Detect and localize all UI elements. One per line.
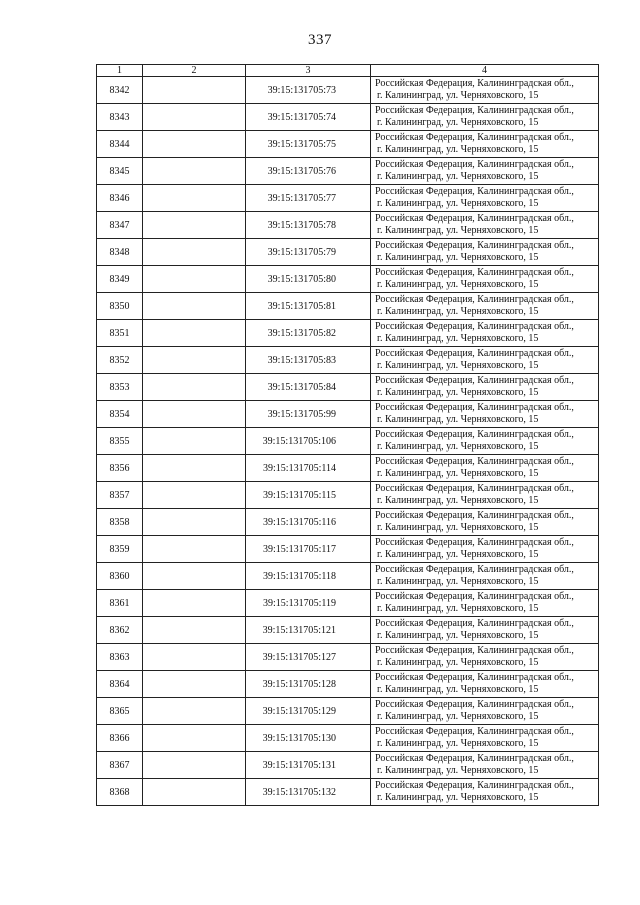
address-line-1: Российская Федерация, Калининградская обл.,: [375, 213, 574, 224]
address-line-1: Российская Федерация, Калининградская обл.,: [375, 78, 574, 89]
row-number: 8368: [97, 779, 143, 806]
address-line-2: г. Калининград, ул. Черняховского, 15: [377, 198, 539, 209]
address-cell: [371, 374, 599, 401]
row-number: 8353: [97, 374, 143, 401]
row-number: 8357: [97, 482, 143, 509]
table-row: [97, 293, 599, 320]
row-column-2: [143, 104, 246, 131]
row-number: 8364: [97, 671, 143, 698]
address-line-1: Российская Федерация, Калининградская обл.,: [375, 186, 574, 197]
row-number: 8367: [97, 752, 143, 779]
table-row: [97, 590, 599, 617]
table-row: [97, 320, 599, 347]
address-line-2: г. Калининград, ул. Черняховского, 15: [377, 144, 539, 155]
address-line-1: Российская Федерация, Калининградская обл.,: [375, 591, 574, 602]
table-row: [97, 752, 599, 779]
address-cell: [371, 347, 599, 374]
table-row: [97, 401, 599, 428]
row-number: 8365: [97, 698, 143, 725]
row-column-2: [143, 617, 246, 644]
table-row: [97, 212, 599, 239]
address-line-2: г. Калининград, ул. Черняховского, 15: [377, 90, 539, 101]
row-number: 8350: [97, 293, 143, 320]
row-column-2: [143, 185, 246, 212]
address-line-1: Российская Федерация, Калининградская обл.,: [375, 321, 574, 332]
address-line-2: г. Калининград, ул. Черняховского, 15: [377, 225, 539, 236]
row-column-2: [143, 131, 246, 158]
cadastral-number: 39:15:131705:81: [246, 293, 371, 320]
cadastral-number: 39:15:131705:128: [246, 671, 371, 698]
table-row: [97, 536, 599, 563]
address-line-2: г. Калининград, ул. Черняховского, 15: [377, 333, 539, 344]
address-cell: [371, 131, 599, 158]
table-row: [97, 185, 599, 212]
address-cell: [371, 158, 599, 185]
address-cell: [371, 77, 599, 104]
address-line-2: г. Калининград, ул. Черняховского, 15: [377, 576, 539, 587]
row-column-2: [143, 590, 246, 617]
address-line-2: г. Калининград, ул. Черняховского, 15: [377, 738, 539, 749]
row-column-2: [143, 725, 246, 752]
row-number: 8361: [97, 590, 143, 617]
address-cell: [371, 185, 599, 212]
address-cell: [371, 239, 599, 266]
row-number: 8348: [97, 239, 143, 266]
table-body: [97, 77, 599, 806]
cadastral-number: 39:15:131705:117: [246, 536, 371, 563]
table-row: [97, 779, 599, 806]
row-column-2: [143, 455, 246, 482]
address-cell: [371, 212, 599, 239]
address-line-2: г. Калининград, ул. Черняховского, 15: [377, 117, 539, 128]
cadastral-number: 39:15:131705:73: [246, 77, 371, 104]
row-number: 8344: [97, 131, 143, 158]
cadastral-number: 39:15:131705:115: [246, 482, 371, 509]
address-line-2: г. Калининград, ул. Черняховского, 15: [377, 468, 539, 479]
row-column-2: [143, 401, 246, 428]
header-row: [97, 65, 599, 77]
table-row: [97, 104, 599, 131]
row-column-2: [143, 293, 246, 320]
row-column-2: [143, 563, 246, 590]
address-line-2: г. Калининград, ул. Черняховского, 15: [377, 684, 539, 695]
address-cell: [371, 401, 599, 428]
cadastral-number: 39:15:131705:82: [246, 320, 371, 347]
row-column-2: [143, 428, 246, 455]
address-line-1: Российская Федерация, Калининградская обл.,: [375, 159, 574, 170]
address-line-2: г. Калининград, ул. Черняховского, 15: [377, 711, 539, 722]
cadastral-number: 39:15:131705:77: [246, 185, 371, 212]
address-cell: [371, 320, 599, 347]
row-number: 8346: [97, 185, 143, 212]
row-number: 8355: [97, 428, 143, 455]
table-row: [97, 482, 599, 509]
address-cell: [371, 455, 599, 482]
table-row: [97, 131, 599, 158]
cadastral-number: 39:15:131705:131: [246, 752, 371, 779]
address-line-1: Российская Федерация, Калининградская обл.,: [375, 429, 574, 440]
table-row: [97, 374, 599, 401]
address-cell: [371, 104, 599, 131]
cadastral-number: 39:15:131705:121: [246, 617, 371, 644]
cadastral-number: 39:15:131705:116: [246, 509, 371, 536]
address-line-2: г. Калининград, ул. Черняховского, 15: [377, 171, 539, 182]
row-number: 8358: [97, 509, 143, 536]
row-column-2: [143, 266, 246, 293]
cadastral-number: 39:15:131705:99: [246, 401, 371, 428]
address-line-1: Российская Федерация, Калининградская обл.,: [375, 564, 574, 575]
address-line-1: Российская Федерация, Калининградская обл.,: [375, 537, 574, 548]
row-number: 8366: [97, 725, 143, 752]
address-line-1: Российская Федерация, Калининградская обл.,: [375, 240, 574, 251]
row-column-2: [143, 779, 246, 806]
address-cell: [371, 698, 599, 725]
row-column-2: [143, 671, 246, 698]
row-column-2: [143, 698, 246, 725]
header-col-1: 1: [97, 65, 143, 77]
cadastral-number: 39:15:131705:127: [246, 644, 371, 671]
address-line-2: г. Калининград, ул. Черняховского, 15: [377, 279, 539, 290]
address-line-2: г. Калининград, ул. Черняховского, 15: [377, 765, 539, 776]
address-line-2: г. Калининград, ул. Черняховского, 15: [377, 495, 539, 506]
cadastral-number: 39:15:131705:83: [246, 347, 371, 374]
address-line-1: Российская Федерация, Калининградская обл.,: [375, 375, 574, 386]
address-line-2: г. Калининград, ул. Черняховского, 15: [377, 252, 539, 263]
address-cell: [371, 671, 599, 698]
address-line-1: Российская Федерация, Калининградская обл.,: [375, 456, 574, 467]
row-column-2: [143, 239, 246, 266]
row-number: 8352: [97, 347, 143, 374]
row-number: 8356: [97, 455, 143, 482]
address-cell: [371, 266, 599, 293]
cadastral-number: 39:15:131705:132: [246, 779, 371, 806]
address-line-2: г. Калининград, ул. Черняховского, 15: [377, 603, 539, 614]
row-number: 8360: [97, 563, 143, 590]
row-number: 8347: [97, 212, 143, 239]
row-column-2: [143, 509, 246, 536]
cadastral-number: 39:15:131705:118: [246, 563, 371, 590]
address-line-1: Российская Федерация, Калининградская обл.,: [375, 105, 574, 116]
header-col-2: 2: [143, 65, 246, 77]
table-row: [97, 428, 599, 455]
address-line-1: Российская Федерация, Калининградская обл.,: [375, 780, 574, 791]
cadastral-number: 39:15:131705:78: [246, 212, 371, 239]
cadastral-number: 39:15:131705:74: [246, 104, 371, 131]
table-row: [97, 563, 599, 590]
header-col-4: 4: [371, 65, 599, 77]
row-number: 8363: [97, 644, 143, 671]
address-line-1: Российская Федерация, Калининградская обл.,: [375, 294, 574, 305]
address-cell: [371, 590, 599, 617]
table-row: [97, 644, 599, 671]
cadastral-number: 39:15:131705:106: [246, 428, 371, 455]
table-row: [97, 671, 599, 698]
table-row: [97, 725, 599, 752]
row-number: 8343: [97, 104, 143, 131]
row-number: 8342: [97, 77, 143, 104]
page-number: 337: [308, 32, 332, 48]
table-row: [97, 239, 599, 266]
address-cell: [371, 293, 599, 320]
cadastral-number: 39:15:131705:130: [246, 725, 371, 752]
row-number: 8359: [97, 536, 143, 563]
address-line-2: г. Калининград, ул. Черняховского, 15: [377, 657, 539, 668]
table-row: [97, 77, 599, 104]
address-line-2: г. Калининград, ул. Черняховского, 15: [377, 441, 539, 452]
address-line-1: Российская Федерация, Калининградская обл.,: [375, 132, 574, 143]
table-row: [97, 158, 599, 185]
address-cell: [371, 428, 599, 455]
row-column-2: [143, 374, 246, 401]
address-cell: [371, 482, 599, 509]
address-line-2: г. Калининград, ул. Черняховского, 15: [377, 792, 539, 803]
row-number: 8362: [97, 617, 143, 644]
address-line-1: Российская Федерация, Калининградская обл.,: [375, 402, 574, 413]
row-column-2: [143, 644, 246, 671]
address-line-1: Российская Федерация, Калининградская обл.,: [375, 753, 574, 764]
address-line-2: г. Калининград, ул. Черняховского, 15: [377, 630, 539, 641]
address-line-1: Российская Федерация, Калининградская обл.,: [375, 699, 574, 710]
row-column-2: [143, 482, 246, 509]
row-column-2: [143, 212, 246, 239]
cadastral-number: 39:15:131705:75: [246, 131, 371, 158]
address-line-2: г. Калининград, ул. Черняховского, 15: [377, 549, 539, 560]
table-row: [97, 617, 599, 644]
table-header: [97, 65, 599, 77]
cadastral-number: 39:15:131705:80: [246, 266, 371, 293]
cadastral-number: 39:15:131705:84: [246, 374, 371, 401]
cadastral-number: 39:15:131705:76: [246, 158, 371, 185]
header-col-3: 3: [246, 65, 371, 77]
address-line-1: Российская Федерация, Калининградская обл.,: [375, 510, 574, 521]
row-column-2: [143, 320, 246, 347]
address-line-2: г. Калининград, ул. Черняховского, 15: [377, 360, 539, 371]
table-row: [97, 509, 599, 536]
table-row: [97, 455, 599, 482]
address-cell: [371, 644, 599, 671]
address-line-2: г. Калининград, ул. Черняховского, 15: [377, 306, 539, 317]
address-line-2: г. Калининград, ул. Черняховского, 15: [377, 414, 539, 425]
table-row: [97, 347, 599, 374]
row-number: 8345: [97, 158, 143, 185]
cadastral-number: 39:15:131705:79: [246, 239, 371, 266]
address-cell: [371, 563, 599, 590]
registry-table: [96, 64, 599, 806]
address-line-2: г. Калининград, ул. Черняховского, 15: [377, 387, 539, 398]
address-line-1: Российская Федерация, Калининградская обл.,: [375, 672, 574, 683]
address-line-1: Российская Федерация, Калининградская обл.,: [375, 483, 574, 494]
row-column-2: [143, 347, 246, 374]
address-line-2: г. Калининград, ул. Черняховского, 15: [377, 522, 539, 533]
row-number: 8351: [97, 320, 143, 347]
cadastral-number: 39:15:131705:129: [246, 698, 371, 725]
address-cell: [371, 617, 599, 644]
row-number: 8354: [97, 401, 143, 428]
row-column-2: [143, 536, 246, 563]
address-line-1: Российская Федерация, Калининградская обл.,: [375, 348, 574, 359]
cadastral-number: 39:15:131705:114: [246, 455, 371, 482]
address-line-1: Российская Федерация, Калининградская обл.,: [375, 726, 574, 737]
address-cell: [371, 509, 599, 536]
row-column-2: [143, 77, 246, 104]
table-row: [97, 266, 599, 293]
cadastral-number: 39:15:131705:119: [246, 590, 371, 617]
address-cell: [371, 536, 599, 563]
address-cell: [371, 725, 599, 752]
row-column-2: [143, 752, 246, 779]
row-column-2: [143, 158, 246, 185]
address-line-1: Российская Федерация, Калининградская обл.,: [375, 645, 574, 656]
address-line-1: Российская Федерация, Калининградская обл.,: [375, 267, 574, 278]
table-row: [97, 698, 599, 725]
address-line-1: Российская Федерация, Калининградская обл.,: [375, 618, 574, 629]
address-cell: [371, 779, 599, 806]
row-number: 8349: [97, 266, 143, 293]
address-cell: [371, 752, 599, 779]
